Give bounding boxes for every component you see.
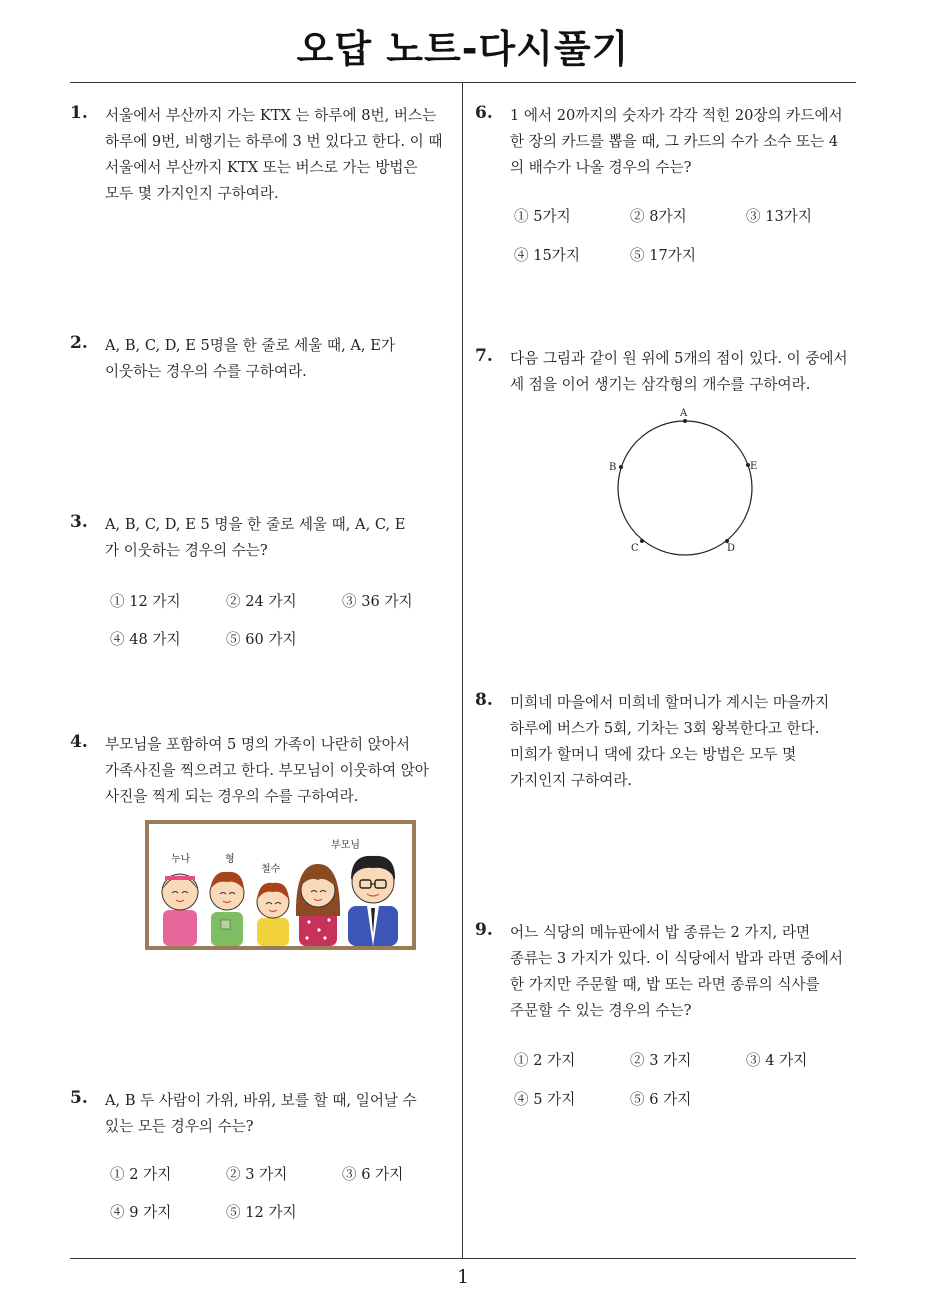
choice-3[interactable]: ③ 6 가지 — [342, 1166, 404, 1183]
family-illustration — [149, 824, 412, 946]
point-a — [683, 419, 687, 423]
choice-3[interactable]: ③ 36 가지 — [342, 593, 413, 610]
column-divider — [462, 83, 463, 1258]
question-number: 3. — [70, 512, 88, 532]
question-number: 4. — [70, 732, 88, 752]
person-father — [348, 856, 398, 946]
label-e: E — [750, 461, 758, 472]
label-a: A — [680, 408, 688, 419]
question-line: 미희네 마을에서 미희네 할머니가 계시는 마을까지 — [510, 694, 830, 711]
question-text — [510, 103, 843, 181]
page-number: 1 — [456, 1266, 470, 1288]
question-line: A, B, C, D, E 5 명을 한 줄로 세울 때, A, C, E — [105, 516, 406, 533]
question-line: 1 에서 20까지의 숫자가 각각 적힌 20장의 카드에서 — [510, 107, 843, 124]
question-text — [105, 333, 395, 385]
person-sister — [162, 874, 198, 946]
question-line: 종류는 3 가지가 있다. 이 식당에서 밥과 라면 중에서 — [510, 950, 843, 967]
choice-5[interactable]: ⑤ 12 가지 — [226, 1204, 297, 1221]
person-brother — [210, 872, 244, 946]
question-text — [105, 732, 429, 810]
point-c — [640, 539, 644, 543]
bottom-rule — [70, 1258, 856, 1259]
question-line: 의 배수가 나올 경우의 수는? — [510, 159, 692, 176]
question-line: 서울에서 부산까지 가는 KTX 는 하루에 8번, 버스는 — [105, 107, 437, 124]
page-title: 오답 노트-다시풀기 — [296, 27, 630, 71]
question-line: 세 점을 이어 생기는 삼각형의 개수를 구하여라. — [510, 376, 811, 393]
question-text — [105, 103, 442, 207]
question-number: 8. — [475, 690, 493, 710]
label-c: C — [631, 543, 639, 554]
choice-2[interactable]: ② 3 가지 — [630, 1052, 692, 1069]
question-line: 사진을 찍게 되는 경우의 수를 구하여라. — [105, 788, 359, 805]
choice-1[interactable]: ① 2 가지 — [110, 1166, 172, 1183]
question-line: 한 가지만 주문할 때, 밥 또는 라면 종류의 식사를 — [510, 976, 820, 993]
question-line: 하루에 9번, 비행기는 하루에 3 번 있다고 한다. 이 때 — [105, 133, 443, 150]
top-rule — [70, 82, 856, 83]
person-cheolsu — [257, 883, 289, 946]
choice-5[interactable]: ⑤ 17가지 — [630, 247, 696, 264]
choice-5[interactable]: ⑤ 60 가지 — [226, 631, 297, 648]
choice-1[interactable]: ① 2 가지 — [514, 1052, 576, 1069]
choice-2[interactable]: ② 24 가지 — [226, 593, 297, 610]
question-number: 7. — [475, 346, 493, 366]
question-text — [510, 920, 843, 1024]
point-b — [619, 465, 623, 469]
choice-4[interactable]: ④ 15가지 — [514, 247, 580, 264]
choice-4[interactable]: ④ 48 가지 — [110, 631, 181, 648]
question-number: 1. — [70, 103, 88, 123]
circle-outline — [618, 421, 752, 555]
question-line: 가지인지 구하여라. — [510, 772, 633, 789]
label-cheolsu: 철수 — [261, 864, 281, 875]
question-text — [105, 1088, 417, 1140]
choice-4[interactable]: ④ 9 가지 — [110, 1204, 172, 1221]
question-line: A, B 두 사람이 가위, 바위, 보를 할 때, 일어날 수 — [105, 1092, 417, 1109]
question-line: 부모님을 포함하여 5 명의 가족이 나란히 앉아서 — [105, 736, 410, 753]
question-line: 가족사진을 찍으려고 한다. 부모님이 이웃하여 앉아 — [105, 762, 429, 779]
label-nuna: 누나 — [171, 854, 191, 865]
choice-4[interactable]: ④ 5 가지 — [514, 1091, 576, 1108]
question-text — [510, 690, 829, 794]
question-line: 있는 모든 경우의 수는? — [105, 1118, 254, 1135]
choice-1[interactable]: ① 5가지 — [514, 208, 571, 225]
choice-1[interactable]: ① 12 가지 — [110, 593, 181, 610]
person-mother — [296, 864, 340, 946]
question-line: 주문할 수 있는 경우의 수는? — [510, 1002, 692, 1019]
label-b: B — [609, 462, 617, 473]
choice-5[interactable]: ⑤ 6 가지 — [630, 1091, 692, 1108]
choice-3[interactable]: ③ 4 가지 — [746, 1052, 808, 1069]
question-line: 한 장의 카드를 뽑을 때, 그 카드의 수가 소수 또는 4 — [510, 133, 839, 150]
question-line: 하루에 버스가 5회, 기차는 3회 왕복한다고 한다. — [510, 720, 820, 737]
question-number: 5. — [70, 1088, 88, 1108]
question-number: 6. — [475, 103, 493, 123]
question-number: 2. — [70, 333, 88, 353]
question-line: 모두 몇 가지인지 구하여라. — [105, 185, 279, 202]
choice-3[interactable]: ③ 13가지 — [746, 208, 812, 225]
question-line: 다음 그림과 같이 원 위에 5개의 점이 있다. 이 중에서 — [510, 350, 848, 367]
question-line: A, B, C, D, E 5명을 한 줄로 세울 때, A, E가 — [105, 337, 395, 354]
circle-figure — [600, 403, 770, 559]
question-line: 가 이웃하는 경우의 수는? — [105, 542, 268, 559]
label-hyeong: 형 — [225, 854, 235, 865]
question-number: 9. — [475, 920, 493, 940]
family-photo-figure — [145, 820, 416, 950]
question-text — [510, 346, 848, 398]
question-text — [105, 512, 405, 564]
question-line: 어느 식당의 메뉴판에서 밥 종류는 2 가지, 라면 — [510, 924, 811, 941]
label-d: D — [727, 543, 736, 554]
choice-2[interactable]: ② 3 가지 — [226, 1166, 288, 1183]
choice-2[interactable]: ② 8가지 — [630, 208, 687, 225]
question-line: 이웃하는 경우의 수를 구하여라. — [105, 363, 307, 380]
label-parents: 부모님 — [331, 840, 360, 851]
question-line: 미희가 할머니 댁에 갔다 오는 방법은 모두 몇 — [510, 746, 797, 763]
question-line: 서울에서 부산까지 KTX 또는 버스로 가는 방법은 — [105, 159, 418, 176]
